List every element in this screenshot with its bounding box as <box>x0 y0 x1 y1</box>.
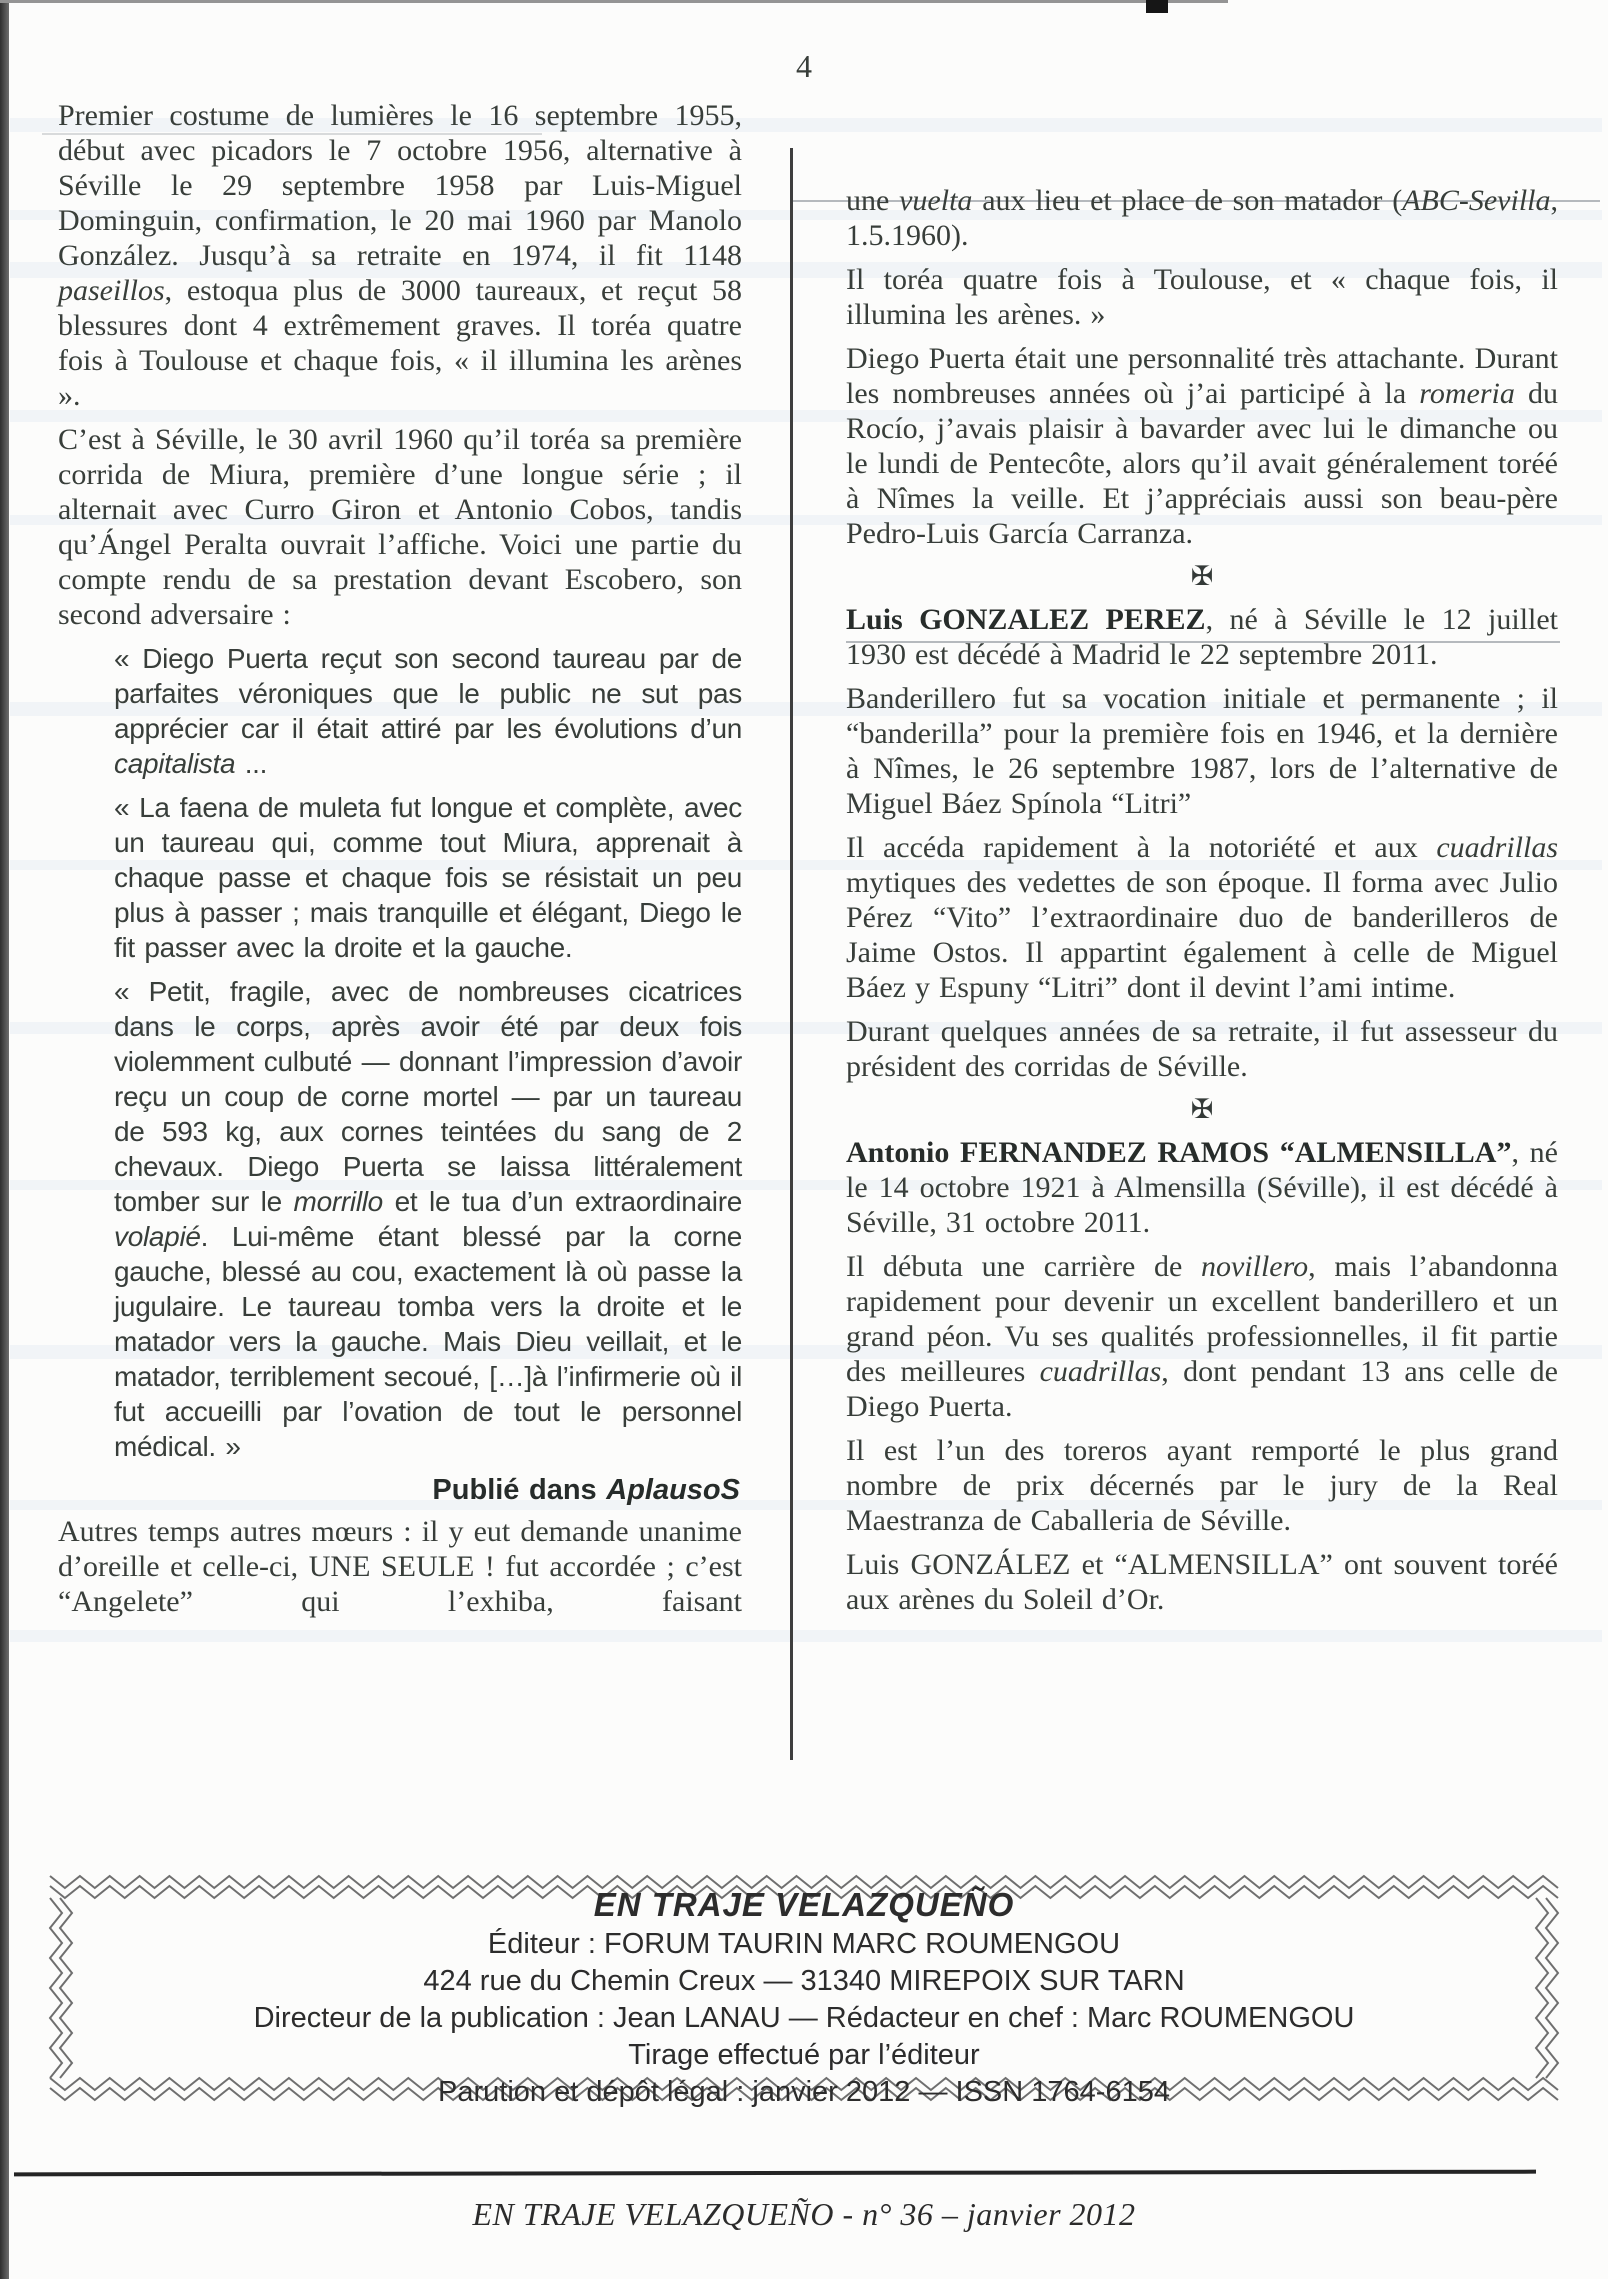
text-run: . Lui-même étant blessé par la corne gauche, blessé au cou, exactement là où passe la jugulaire. Le taureau tomba vers la droite et le matador vers la gauche. Mais Dieu veillait, et le matador, terriblement secoué, […]à l’infirmerie où il fut accueilli par l’ovation de tout le personnel médical. » <box>114 1221 742 1462</box>
masthead-line: Tirage effectué par l’éditeur <box>628 2039 980 2071</box>
section-divider-cross-icon: ✠ <box>1190 1094 1214 1124</box>
text-run: « Diego Puerta reçut son second taureau par de parfaites véroniques que le public ne sut pas apprécier car il était attiré par les évolutions d’un <box>114 643 742 744</box>
text-run: Banderillero fut sa vocation initiale et permanente ; il “banderilla” pour la première fois en 1946, et la dernière à Nîmes, le 26 septembre 1987, lors de l’alternative de Miguel Báez Spínola “Litri” <box>846 682 1558 820</box>
left-column <box>58 98 742 1628</box>
page-footer-title: EN TRAJE VELAZQUEÑO - n° 36 – janvier 2012 <box>472 2196 1136 2232</box>
text-run: Il débuta une carrière de <box>846 1250 1201 1283</box>
scan-streak <box>10 1630 1602 1642</box>
paragraph <box>846 341 1558 551</box>
text-run: Il accéda rapidement à la notoriété et aux <box>846 831 1437 864</box>
text-run: C’est à Séville, le 30 avril 1960 qu’il toréa sa première corrida de Miura, première d’une longue série ; il alternait avec Curro Giron et Antonio Cobos, tandis qu’Ángel Peralta ouvrait l’affiche. Voici une partie du compte rendu de sa prestation devant Escobero, son second adversaire : <box>58 423 742 631</box>
text-run: cuadrillas <box>1039 1355 1162 1388</box>
paragraph <box>846 1547 1558 1617</box>
text-run: Antonio FERNANDEZ RAMOS “ALMENSILLA” <box>846 1136 1512 1169</box>
text-run: novillero <box>1200 1250 1309 1283</box>
text-run: Diego Puerta était une personnalité très attachante. Durant les nombreuses années où j’ai participé à la <box>846 342 1558 410</box>
paragraph <box>846 1249 1558 1424</box>
paragraph <box>846 1433 1558 1538</box>
text-run: , 1.5.1960). <box>846 184 1558 252</box>
text-run: AplausoS <box>606 1474 740 1506</box>
text-run: volapié <box>114 1221 201 1252</box>
text-run: , dont pendant 13 ans celle de Diego Puerta. <box>846 1355 1558 1423</box>
page-number: 4 <box>796 48 812 84</box>
paragraph <box>58 98 742 413</box>
masthead-line: Éditeur : FORUM TAURIN MARC ROUMENGOU <box>487 1928 1121 1960</box>
paragraph <box>846 681 1558 821</box>
paragraph <box>58 422 742 632</box>
scan-edge <box>0 0 9 2279</box>
text-run: , né à Séville le 12 juillet 1930 est décédé à Madrid le 22 septembre 2011. <box>846 603 1559 671</box>
text-run: romeria <box>1419 377 1515 410</box>
paragraph <box>58 1514 742 1619</box>
text-run: du Rocío, j’avais plaisir à bavarder avec lui le dimanche ou le lundi de Pentecôte, alors qu’il avait généralement toréé à Nîmes la veille. Et j’appréciais aussi son beau-père Pedro-Luis García Carranza. <box>846 377 1559 550</box>
masthead-box <box>46 1872 1562 2108</box>
text-run: cuadrillas <box>1436 831 1558 864</box>
text-run: , estoqua plus de 3000 taureaux, et reçut 58 blessures dont 4 extrêmement graves. Il toréa quatre fois à Toulouse et chaque fois, « il illumina les arènes ». <box>58 274 742 412</box>
text-run: paseillos <box>58 274 165 307</box>
text-run: Durant quelques années de sa retraite, il fut assesseur du président des corridas de Séville. <box>846 1015 1558 1083</box>
paragraph <box>846 1135 1558 1240</box>
masthead-title: EN TRAJE VELAZQUEÑO <box>593 1886 1015 1923</box>
text-run: , né le 14 octobre 1921 à Almensilla (Séville), il est décédé à Séville, 31 octobre 2011. <box>846 1136 1558 1239</box>
paragraph <box>846 1014 1558 1084</box>
text-run: aux lieu et place de son matador ( <box>972 184 1403 217</box>
scan-artifact-mark <box>1146 0 1168 13</box>
text-run: , mais l’abandonna rapidement pour devenir un excellent banderillero et un grand péon. Vu ses qualités professionnelles, il fit partie des meilleures <box>846 1250 1558 1388</box>
paragraph <box>846 183 1558 253</box>
text-run: Autres temps autres mœurs : il y eut demande unanime d’oreille et celle-ci, UNE SEULE ! fut accordée ; c’est “Angelete” qui l’exhiba, faisant <box>58 1515 742 1618</box>
paragraph <box>846 602 1558 672</box>
text-run: Luis GONZALEZ PEREZ <box>846 603 1206 636</box>
text-run: ABC-Sevilla <box>1402 184 1551 217</box>
text-run: ... <box>235 748 268 779</box>
paragraph <box>846 830 1558 1005</box>
text-run: Premier costume de lumières le 16 septembre 1955, début avec picadors le 7 octobre 1956, alternative à Séville le 29 septembre 1958 par Luis-Miguel Dominguin, confirmation, le 20 mai 1960 par Manolo González. Jusqu’à sa retraite en 1974, il fit 1148 <box>58 99 742 272</box>
section-divider-cross-icon: ✠ <box>1190 561 1214 591</box>
text-run: « La faena de muleta fut longue et complète, avec un taureau qui, comme tout Miura, apprenait à chaque passe et chaque fois se résistait un peu plus à passer ; mais tranquille et élégant, Diego le fit passer avec la droite et la gauche. <box>114 792 742 963</box>
masthead-line: 424 rue du Chemin Creux — 31340 MIREPOIX SUR TARN <box>423 1965 1185 1997</box>
masthead-lines <box>46 1886 1562 2111</box>
text-run: Il toréa quatre fois à Toulouse, et « chaque fois, il illumina les arènes. » <box>846 263 1558 331</box>
text-run: morrillo <box>293 1186 383 1217</box>
paragraph <box>114 641 742 781</box>
attribution-line <box>58 1473 740 1508</box>
footer-rule <box>14 2170 1536 2177</box>
text-run: vuelta <box>899 184 973 217</box>
paragraph <box>114 974 742 1464</box>
text-run: « Petit, fragile, avec de nombreuses cicatrices dans le corps, après avoir été par deux fois violemment culbuté — donnant l’impression d’avoir reçu un coup de corne mortel — par un taureau de 593 kg, aux cornes teintées du sang de 2 chevaux. Diego Puerta se laissa littéralement tomber sur le <box>114 976 742 1217</box>
paragraph <box>114 790 742 965</box>
text-run: et le tua d’un extraordinaire <box>382 1186 742 1217</box>
column-divider <box>790 148 793 1760</box>
text-run: mytiques des vedettes de son époque. Il forma avec Julio Pérez “Vito” l’extraordinaire duo de banderilleros de Jaime Ostos. Il appartint également à celle de Miguel Báez y Espuny “Litri” dont il devint l’ami intime. <box>846 866 1558 1004</box>
scan-edge-top <box>0 0 1228 3</box>
right-column <box>846 183 1558 1626</box>
text-run: une <box>846 184 900 217</box>
masthead-line: Parution et dépôt légal : janvier 2012 — ISSN 1764-6154 <box>438 2076 1170 2108</box>
masthead-line: Directeur de la publication : Jean LANAU — Rédacteur en chef : Marc ROUMENGOU <box>253 2002 1355 2034</box>
text-run: Publié dans <box>432 1474 607 1506</box>
text-run: Luis GONZÁLEZ et “ALMENSILLA” ont souvent toréé aux arènes du Soleil d’Or. <box>846 1548 1558 1616</box>
text-run: capitalista <box>114 748 236 779</box>
text-run: Il est l’un des toreros ayant remporté le plus grand nombre de prix décernés par le jury de la Real Maestranza de Caballeria de Séville. <box>846 1434 1558 1537</box>
paragraph <box>846 262 1558 332</box>
